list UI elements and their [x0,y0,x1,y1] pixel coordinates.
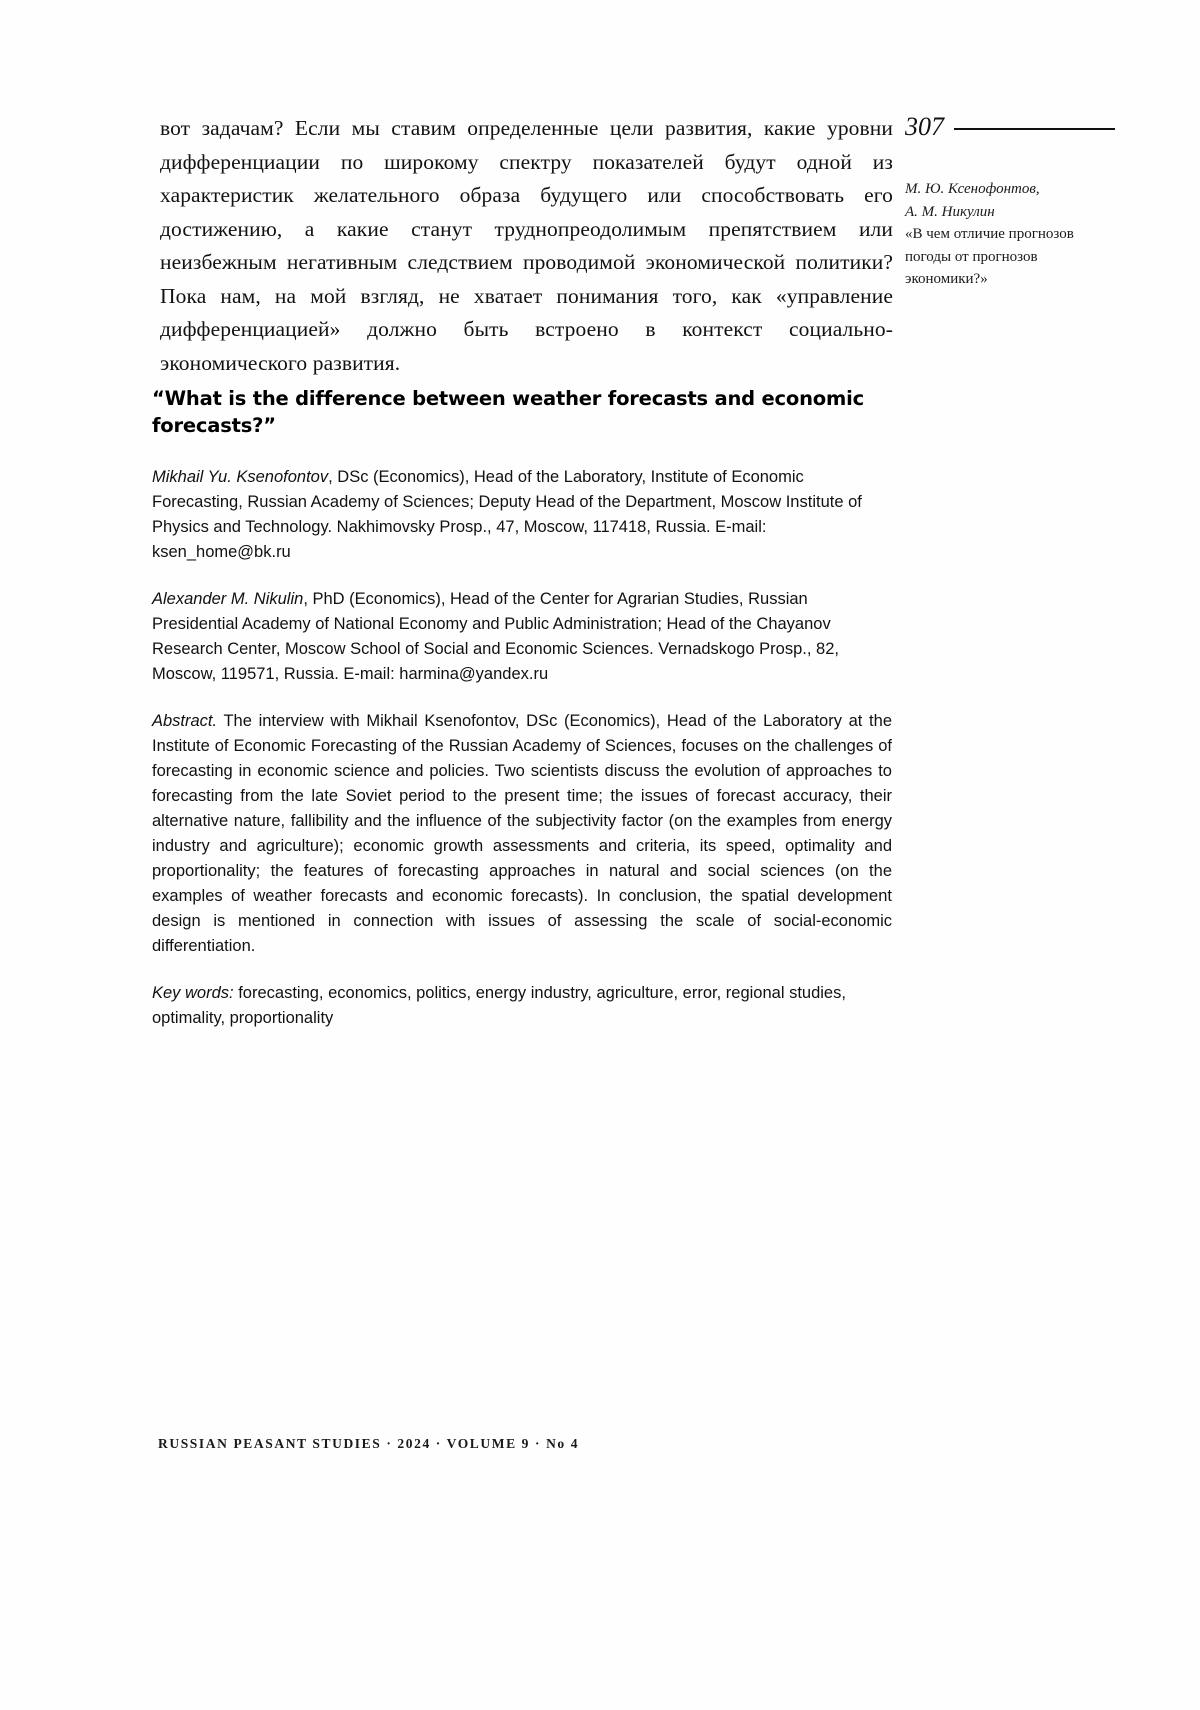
page-number-row [905,112,1115,142]
abstract-paragraph [152,709,892,959]
abstract-label: Abstract. [152,712,218,730]
keywords-label: Key words: [152,984,234,1002]
author-2-name: Alexander M. Nikulin [152,590,304,608]
margin-column [905,112,1115,291]
russian-paragraph: вот задачам? Если мы ставим определенные цели развития, какие уровни дифференциации по широкому спектру показателей будут одной из характеристик желательного образа будущего или способствовать его достижению, а какие станут труднопреодолимым препятствием или неизбежным негативным следствием проводимой экономической политики? Пока нам, на мой взгляд, не хватает понимания того, как «управление дифференциацией» должно быть встроено в контекст социально-экономического развития. [160,116,893,375]
keywords-paragraph [152,981,892,1031]
abstract-text: The interview with Mikhail Ksenofontov, DSc (Economics), Head of the Laboratory at the Institute of Economic Forecasting of the Russian Academy of Sciences, focuses on the challenges of forecasting in economic science and policies. Two scientists discuss the evolution of approaches to forecasting from the late Soviet period to the present time; the issues of forecast accuracy, their alternative nature, fallibility and the influence of the subjectivity factor (on the examples from energy industry and agriculture); economic growth assessments and criteria, its speed, optimality and proportionality; the features of forecasting approaches in natural and social sciences (on the examples of weather forecasts and economic forecasts). In conclusion, the spatial development design is mentioned in connection with issues of assessing the scale of social-economic differentiation. [152,712,892,955]
margin-author-line-2: А. М. Никулин [905,203,995,220]
english-article-block [152,385,892,1031]
margin-author-line-1: М. Ю. Ксенофонтов, [905,181,1040,197]
margin-title-ru: «В чем отличие прогнозов погоды от прогнозов экономики?» [905,226,1074,287]
article-title: “What is the difference between weather forecasts and economic forecasts?” [152,387,864,437]
author-2-details: , PhD (Economics), Head of the Center for Agrarian Studies, Russian Presidential Academy of National Economy and Public Administration; Head of the Chayanov Research Center, Moscow School of Social and Economic Sciences. Vernadskogo Prosp., 82, Moscow, 119571, Russia. E-mail: harmina@yandex.ru [152,590,839,683]
keywords-text: forecasting, economics, politics, energy industry, agriculture, error, regional studies, optimality, proportionality [152,984,846,1027]
author-affiliation-1 [152,465,892,565]
author-1-details: , DSc (Economics), Head of the Laboratory, Institute of Economic Forecasting, Russian Academy of Sciences; Deputy Head of the Department, Moscow Institute of Physics and Technology. Nakhimovsky Prosp., 47, Moscow, 117418, Russia. E-mail: ksen_home@bk.ru [152,468,862,561]
author-1-name: Mikhail Yu. Ksenofontov [152,468,329,486]
author-affiliation-2 [152,587,892,687]
russian-text-block [160,112,893,380]
page-footer: RUSSIAN PEASANT STUDIES · 2024 · VOLUME 9 · No 4 [158,1436,580,1451]
page-number: 307 [905,112,944,141]
page-number-rule [954,128,1115,130]
margin-running-head [905,178,1115,291]
